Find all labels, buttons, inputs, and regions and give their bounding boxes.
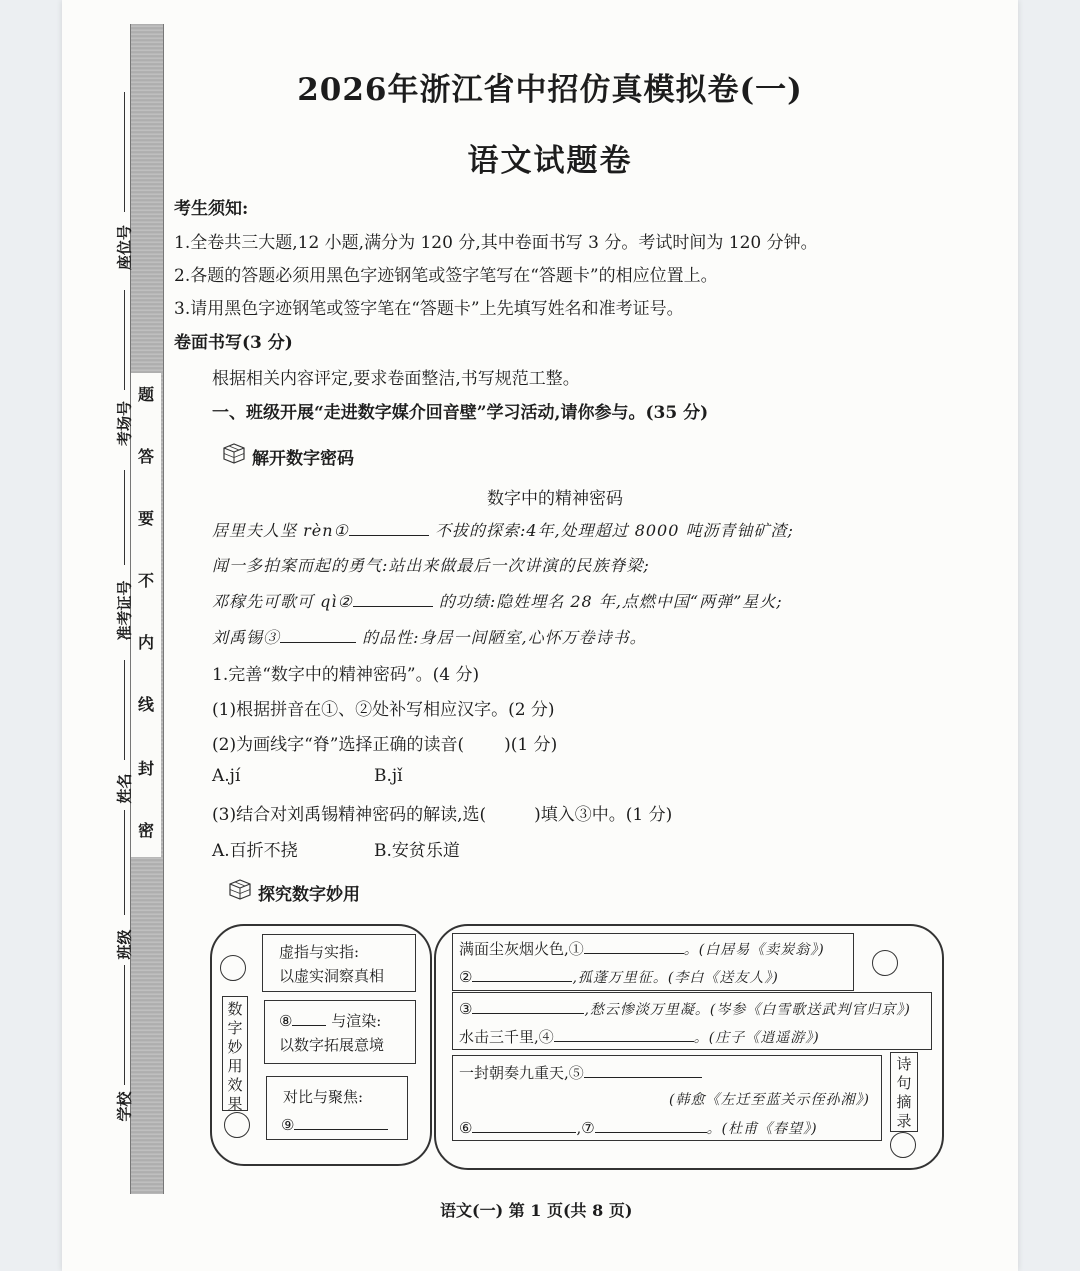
writing-heading: 卷面书写(3 分) (174, 333, 293, 353)
seal-char: 密 (137, 821, 154, 840)
part2-label: 探究数字妙用 (258, 885, 360, 905)
seal-char: 题 (137, 385, 154, 404)
page-footer: 语文(一) 第 1 页(共 8 页) (440, 1201, 633, 1220)
poem-line-text: 邓稼先可歌可 qì② (212, 592, 353, 611)
poem-line-text: 闻一多拍案而起的勇气:站出来做最后一次讲演的民族脊梁; (212, 556, 650, 575)
effect-box-line (281, 1113, 388, 1134)
seal-char: 不 (137, 571, 154, 590)
blank-q1[interactable] (584, 937, 684, 954)
blank-q4[interactable] (554, 1025, 694, 1042)
exam-room-line[interactable] (124, 290, 125, 390)
seal-char: 要 (137, 509, 154, 528)
hole-icon (872, 950, 898, 976)
school-label: 学校 (115, 1091, 134, 1122)
poem-line-text: 不拔的探索:4年,处理超过 8000 吨沥青铀矿渣; (434, 521, 794, 540)
quote-text: ② (459, 968, 473, 986)
blank-q6[interactable] (472, 1116, 576, 1133)
blank-label: ⑨ (281, 1116, 295, 1134)
exam-subtitle: 语文试题卷 (467, 143, 633, 179)
effect-box-1 (262, 934, 416, 992)
cube-icon (226, 878, 252, 900)
writing-text: 根据相关内容评定,要求卷面整洁,书写规范工整。 (212, 369, 580, 389)
seat-number-label: 座位号 (115, 225, 134, 271)
q1-sub2 (212, 730, 557, 755)
notice-item: 3.请用黑色字迹钢笔或签字笔在“答题卡”上先填写姓名和准考证号。 (174, 299, 684, 319)
quote-text: 一封朝奏九重天,⑤ (459, 1064, 584, 1082)
effect-box-text: 虚指与实指: (279, 943, 360, 961)
blank-label: ⑧ (279, 1012, 293, 1030)
section1-heading: 一、班级开展“走进数字媒介回音壁”学习活动,请你参与。(35 分) (212, 403, 709, 423)
quote-source: ,愁云惨淡万里凝。(岑参《白雪歌送武判官归京》) (584, 1002, 911, 1018)
blank-9[interactable] (294, 1113, 388, 1130)
hole-icon (890, 1132, 916, 1158)
notice-heading: 考生须知: (174, 199, 249, 219)
quote-source: 。(庄子《逍遥游》) (693, 1030, 820, 1046)
q1-sub3 (212, 800, 672, 825)
quote-source: 。(白居易《卖炭翁》) (683, 942, 825, 958)
effect-box-text: 对比与聚焦: (283, 1088, 364, 1106)
quote-text: 水击三千里,④ (459, 1028, 554, 1046)
school-line[interactable] (124, 965, 125, 1085)
quote-line (459, 997, 911, 1019)
quote-box-2 (452, 992, 932, 1050)
quote-source: (韩愈《左迁至蓝关示侄孙湘》) (669, 1092, 870, 1108)
poem-line-1 (212, 518, 794, 541)
q1-sub2-text: )(1 分) (504, 735, 558, 755)
admission-number-label: 准考证号 (115, 580, 134, 641)
exam-room-label: 考场号 (115, 401, 134, 447)
blank-8[interactable] (292, 1009, 326, 1026)
q1-sub3-text: (3)结合对刘禹锡精神密码的解读,选( (212, 805, 487, 825)
effect-box-3 (266, 1076, 408, 1140)
seal-char: 封 (137, 759, 154, 778)
q1-sub2-option-b[interactable]: B.jǐ (374, 766, 403, 786)
effects-side-title-text: 数字妙用效果 (227, 1000, 243, 1113)
blank-2[interactable] (353, 590, 433, 607)
poem-line-text: 居里夫人坚 rèn① (212, 521, 349, 540)
quote-text: ③ (459, 1000, 473, 1018)
quote-box-1 (452, 933, 854, 991)
q1-sub3-option-a[interactable]: A.百折不挠 (212, 841, 298, 861)
quote-line (459, 1061, 702, 1083)
q1-sub1: (1)根据拼音在①、②处补写相应汉字。(2 分) (212, 700, 555, 720)
quote-line (459, 1116, 818, 1138)
q1-sub3-option-b[interactable]: B.安贫乐道 (374, 841, 460, 861)
poem-line-text: 的品性:身居一间陋室,心怀万卷诗书。 (362, 628, 647, 647)
q1-sub3-text: )填入③中。(1 分) (534, 805, 673, 825)
effect-box-2 (264, 1000, 416, 1064)
admission-number-line[interactable] (124, 470, 125, 565)
q1-sub2-option-a[interactable]: A.jí (212, 766, 241, 786)
poem-line-3 (212, 589, 783, 612)
quote-text: ,⑦ (576, 1119, 595, 1137)
blank-q3[interactable] (472, 997, 584, 1014)
blank-q7[interactable] (595, 1116, 707, 1133)
blank-q2[interactable] (472, 965, 572, 982)
blank-1[interactable] (349, 519, 429, 536)
effect-box-text: 以数字拓展意境 (279, 1036, 385, 1054)
part1-label: 解开数字密码 (252, 449, 354, 469)
seat-number-line[interactable] (124, 92, 125, 212)
poem-line-text: 刘禹锡③ (212, 628, 281, 647)
effect-box-text: 与渲染: (331, 1012, 382, 1030)
exam-title: 2026年浙江省中招仿真模拟卷(一) (297, 72, 803, 108)
cube-icon (220, 442, 246, 464)
name-line[interactable] (124, 660, 125, 760)
effects-side-title (222, 996, 248, 1111)
quote-line (459, 937, 825, 959)
poem-title: 数字中的精神密码 (487, 489, 623, 509)
quotes-side-title (890, 1052, 918, 1132)
quote-source: 。(杜甫《春望》) (706, 1121, 818, 1137)
notice-item: 2.各题的答题必须用黑色字迹钢笔或签字笔写在“答题卡”的相应位置上。 (174, 266, 718, 286)
quote-text: ⑥ (459, 1119, 473, 1137)
quote-line (459, 965, 779, 987)
poem-line-2 (212, 553, 650, 576)
quote-box-3 (452, 1055, 882, 1141)
effect-box-line (279, 1009, 381, 1031)
q1-sub2-text: (2)为画线字“脊”选择正确的读音( (212, 735, 465, 755)
quote-line (459, 1025, 820, 1047)
seal-char: 内 (137, 633, 154, 652)
poem-line-4 (212, 625, 647, 648)
seal-char: 答 (137, 447, 154, 466)
hole-icon (224, 1112, 250, 1138)
quote-text: 满面尘灰烟火色,① (459, 940, 584, 958)
quote-source: ,孤蓬万里征。(李白《送友人》) (572, 970, 779, 986)
effect-box-text: 以虚实洞察真相 (279, 967, 385, 985)
hole-icon (220, 955, 246, 981)
blank-3[interactable] (280, 626, 356, 643)
poem-line-text: 的功绩:隐姓埋名 28 年,点燃中国“两弹”星火; (438, 592, 783, 611)
q1-stem: 1.完善“数字中的精神密码”。(4 分) (212, 665, 480, 685)
seal-char: 线 (137, 695, 154, 714)
class-label: 班级 (115, 929, 134, 960)
notice-item: 1.全卷共三大题,12 小题,满分为 120 分,其中卷面书写 3 分。考试时间为 120 分钟。 (174, 233, 818, 253)
blank-q5[interactable] (584, 1061, 702, 1078)
quotes-side-title-text: 诗句摘录 (896, 1055, 912, 1130)
class-line[interactable] (124, 810, 125, 915)
name-label: 姓名 (115, 773, 134, 804)
